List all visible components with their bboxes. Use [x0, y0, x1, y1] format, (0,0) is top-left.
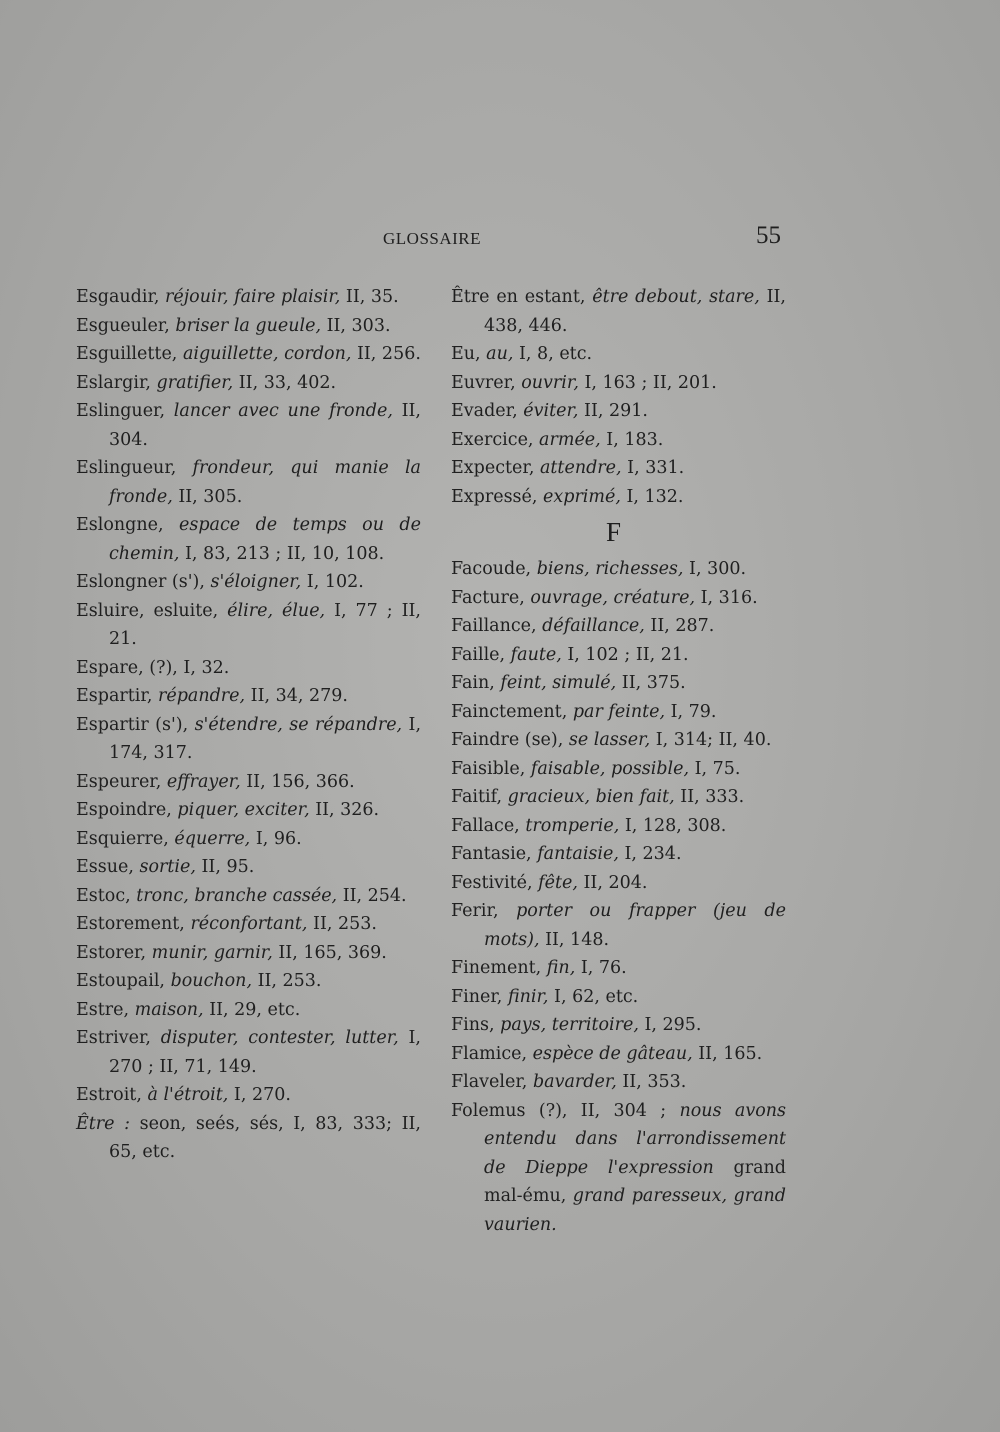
- headword: Estroit,: [76, 1085, 142, 1105]
- glossary-entry: [76, 654, 421, 683]
- definition: Être :: [76, 1113, 131, 1134]
- headword: Expecter,: [451, 458, 535, 478]
- reference: I, 270 ; II, 71, 149.: [109, 1028, 421, 1077]
- definition: faisable, possible,: [525, 758, 690, 779]
- reference: I, 128, 308.: [619, 815, 727, 836]
- headword: Eslinguer,: [76, 401, 166, 421]
- glossary-entry: [451, 698, 786, 727]
- definition: défaillance,: [536, 616, 645, 636]
- reference: II, 326.: [309, 800, 380, 820]
- headword: Facture,: [451, 587, 525, 608]
- headword: Esguillette,: [76, 344, 178, 364]
- headword: Finement,: [451, 958, 542, 978]
- definition: gracieux, bien fait,: [502, 787, 675, 807]
- glossary-entry: [76, 967, 421, 996]
- definition: s'éloigner,: [204, 572, 302, 592]
- glossary-entry: [451, 812, 786, 841]
- reference: I, 8, etc.: [513, 344, 593, 364]
- definition: nous avons entendu dans l'arrondissement de Dieppe l'expression: [484, 1100, 786, 1178]
- headword: Eslongner (s'),: [76, 572, 205, 592]
- reference: II, 304.: [109, 401, 421, 450]
- definition: lancer avec une fronde,: [165, 401, 393, 421]
- glossary-entry: [76, 568, 421, 597]
- glossary-entry: [76, 825, 421, 854]
- reference: II, 291.: [578, 401, 648, 421]
- reference: I, 102 ; II, 21.: [561, 644, 689, 665]
- headword: Espartir (s'),: [76, 714, 189, 735]
- headword: Faitif,: [451, 787, 503, 807]
- definition: être debout, stare,: [585, 287, 760, 307]
- definition: tronc, branche cassée,: [130, 885, 338, 906]
- glossary-column-left: [76, 283, 421, 1167]
- headword: Esgaudir,: [76, 287, 160, 307]
- glossary-entry: [451, 340, 786, 369]
- headword: Ferir,: [451, 901, 499, 921]
- glossary-entry: [76, 996, 421, 1025]
- definition: feint, simulé,: [494, 673, 617, 693]
- reference: I, 314; II, 40.: [650, 730, 772, 750]
- glossary-entry: [451, 584, 786, 613]
- definition: munir, garnir,: [146, 942, 273, 963]
- reference: II, 156, 366.: [240, 771, 355, 792]
- glossary-entry: [76, 882, 421, 911]
- definition: réjouir, faire plaisir,: [159, 287, 341, 307]
- glossary-entry: [76, 340, 421, 369]
- headword: Folemus: [451, 1100, 526, 1121]
- reference: (?), II, 304 ;: [525, 1100, 667, 1121]
- glossary-entry: [451, 641, 786, 670]
- reference: II, 148.: [539, 929, 610, 950]
- definition: exprimé,: [537, 486, 621, 507]
- reference: II, 33, 402.: [233, 372, 337, 393]
- headword: Estorer,: [76, 942, 147, 963]
- headword: Flaveler,: [451, 1072, 528, 1092]
- definition: armée,: [533, 429, 601, 450]
- headword: Eslingueur,: [76, 458, 177, 478]
- reference: II, 287.: [644, 616, 715, 636]
- glossary-entry: [76, 1110, 421, 1167]
- glossary-entry: [451, 783, 786, 812]
- glossary-entry: [451, 397, 786, 426]
- headword: Faillance,: [451, 616, 537, 636]
- glossary-entry: [451, 840, 786, 869]
- definition: effrayer,: [161, 771, 241, 792]
- glossary-entry: [76, 312, 421, 341]
- reference: I, 295.: [638, 1015, 702, 1035]
- definition: éviter,: [517, 401, 579, 421]
- definition: disputer, contester, lutter,: [151, 1028, 399, 1048]
- headword: Exercice,: [451, 429, 534, 450]
- definition: pays, territoire,: [494, 1015, 639, 1035]
- headword: Faille,: [451, 644, 506, 665]
- definition: frondeur, qui manie la fronde,: [109, 458, 421, 507]
- definition: piquer, exciter,: [171, 800, 310, 820]
- definition: par feinte,: [567, 701, 666, 722]
- headword: Faindre (se),: [451, 730, 564, 750]
- reference: II, 303.: [321, 315, 391, 336]
- headword: Eslargir,: [76, 372, 151, 393]
- reference: (?), I, 32.: [143, 657, 230, 678]
- glossary-entry: [451, 369, 786, 398]
- headword: Fins,: [451, 1015, 495, 1035]
- reference: I, 83, 213 ; II, 10, 108.: [179, 543, 385, 564]
- glossary-entry: [76, 682, 421, 711]
- definition: se lasser,: [563, 730, 651, 750]
- reference: I, 79.: [665, 701, 717, 722]
- reference: II, 353.: [616, 1072, 687, 1092]
- reference: I, 132.: [620, 486, 684, 507]
- definition: espèce de gâteau,: [527, 1043, 693, 1064]
- definition: gratifier,: [150, 372, 234, 393]
- reference: II, 438, 446.: [484, 287, 786, 336]
- headword: Fainctement,: [451, 701, 568, 722]
- glossary-entry: [76, 597, 421, 654]
- reference: I, 183.: [600, 429, 664, 450]
- glossary-entry: [76, 768, 421, 797]
- glossary-entry: [76, 369, 421, 398]
- glossary-entry: [451, 1097, 786, 1240]
- glossary-entry: [76, 511, 421, 568]
- reference: seon, seés, sés, I, 83, 333; II, 65, etc.: [109, 1113, 421, 1162]
- headword: Eu,: [451, 344, 481, 364]
- headword: Fallace,: [451, 815, 520, 836]
- reference: I, 331.: [621, 458, 685, 478]
- definition: finir,: [502, 986, 549, 1007]
- headword: Être en estant,: [451, 287, 586, 307]
- definition: à l'étroit,: [141, 1085, 229, 1105]
- definition: briser la gueule,: [169, 315, 322, 336]
- glossary-entry: [451, 983, 786, 1012]
- headword: Faisible,: [451, 758, 526, 779]
- headword: Esquierre,: [76, 828, 169, 849]
- glossary-entry: [76, 1024, 421, 1081]
- reference: I, 174, 317.: [109, 714, 422, 763]
- headword: Expressé,: [451, 486, 538, 507]
- definition: tromperie,: [519, 815, 620, 836]
- definition: biens, richesses,: [531, 559, 684, 579]
- reference: I, 234.: [618, 844, 682, 864]
- definition: répandre,: [152, 686, 246, 706]
- reference: I, 270.: [228, 1085, 291, 1105]
- definition: bouchon,: [165, 971, 253, 991]
- headword: Euvrer,: [451, 372, 516, 393]
- reference: I, 163 ; II, 201.: [578, 372, 717, 393]
- page-number: 55: [756, 222, 781, 249]
- reference: II, 35.: [340, 287, 399, 307]
- reference: II, 333.: [674, 787, 745, 807]
- reference: II, 95.: [195, 857, 255, 877]
- glossary-entry: [76, 283, 421, 312]
- glossary-entry: [451, 426, 786, 455]
- definition: porter ou frapper (jeu de mots),: [484, 901, 786, 950]
- headword: Estriver,: [76, 1028, 151, 1048]
- definition: bavarder,: [527, 1072, 617, 1092]
- glossary-entry: [451, 897, 786, 954]
- glossary-entry: [451, 483, 786, 512]
- glossary-entry: [451, 726, 786, 755]
- glossary-entry: [451, 869, 786, 898]
- definition: maison,: [129, 999, 204, 1020]
- glossary-entry: [451, 1011, 786, 1040]
- reference: II, 165.: [692, 1043, 763, 1064]
- glossary-entry: [76, 939, 421, 968]
- headword: Esgueuler,: [76, 315, 170, 336]
- definition: fin,: [541, 958, 576, 978]
- headword: Estoupail,: [76, 971, 165, 991]
- definition: attendre,: [534, 458, 622, 478]
- definition: équerre,: [168, 828, 251, 849]
- glossary-entry: [451, 555, 786, 584]
- headword: Fain,: [451, 673, 495, 693]
- glossary-entry: [76, 796, 421, 825]
- reference: II, 204.: [577, 872, 648, 893]
- glossary-entry: [451, 283, 786, 340]
- definition: fête,: [532, 872, 578, 893]
- headword: Evader,: [451, 401, 518, 421]
- glossary-entry: [451, 1040, 786, 1069]
- section-letter: F: [605, 517, 622, 547]
- reference: I, 316.: [695, 587, 758, 608]
- reference: I, 96.: [250, 828, 302, 849]
- glossary-entry: [76, 711, 421, 768]
- headword: Espare,: [76, 657, 144, 678]
- definition: réconfortant,: [184, 914, 308, 934]
- reference: II, 165, 369.: [272, 942, 387, 963]
- glossary-entry: [451, 1068, 786, 1097]
- headword: Espeurer,: [76, 771, 162, 792]
- reference: I, 76.: [575, 958, 627, 978]
- glossary-entry: [76, 910, 421, 939]
- reference: I, 102.: [301, 572, 364, 592]
- reference: II, 253.: [252, 971, 322, 991]
- headword: Espartir,: [76, 686, 153, 706]
- glossary-entry: [451, 755, 786, 784]
- definition: au,: [480, 344, 514, 364]
- reference: II, 29, etc.: [203, 999, 301, 1020]
- headword: Facoude,: [451, 559, 532, 579]
- reference: II, 254.: [337, 885, 407, 906]
- definition: faute,: [505, 644, 562, 665]
- glossary-entry: [76, 454, 421, 511]
- headword: Espoindre,: [76, 800, 172, 820]
- headword: Festivité,: [451, 872, 533, 893]
- reference: I, 62, etc.: [548, 986, 639, 1007]
- definition: sortie,: [133, 857, 196, 877]
- headword: Finer,: [451, 986, 503, 1007]
- reference: II, 305.: [172, 486, 243, 507]
- reference: II, 253.: [307, 914, 377, 934]
- definition: fantaisie,: [531, 844, 619, 864]
- definition: aiguillette, cordon,: [177, 344, 352, 364]
- headword: Flamice,: [451, 1043, 528, 1064]
- reference: I, 75.: [689, 758, 741, 779]
- definition: grand paresseux, grand vaurien.: [484, 1186, 786, 1235]
- headword: Fantasie,: [451, 844, 532, 864]
- reference: II, 375.: [616, 673, 686, 693]
- glossary-entry: [451, 954, 786, 983]
- headword: Essue,: [76, 857, 134, 877]
- reference: grand mal-ému,: [484, 1157, 786, 1206]
- glossary-column-right: [451, 283, 786, 1239]
- headword: Eslongne,: [76, 515, 164, 535]
- definition: ouvrir,: [515, 372, 579, 393]
- headword: Esluire, esluite,: [76, 600, 219, 621]
- definition: élire, élue,: [218, 600, 326, 621]
- definition: ouvrage, créature,: [524, 587, 696, 608]
- definition: espace de temps ou de chemin,: [109, 515, 421, 564]
- reference: I, 77 ; II, 21.: [109, 600, 421, 649]
- headword: Estorement,: [76, 914, 185, 934]
- glossary-entry: [76, 397, 421, 454]
- glossary-entry: [451, 454, 786, 483]
- definition: s'étendre, se répandre,: [188, 714, 403, 735]
- glossary-entry: [451, 669, 786, 698]
- glossary-entry: [76, 1081, 421, 1110]
- reference: II, 34, 279.: [245, 686, 348, 706]
- glossary-entry: [76, 853, 421, 882]
- reference: I, 300.: [683, 559, 747, 579]
- running-header: GLOSSAIRE: [383, 229, 482, 248]
- glossary-entry: [451, 612, 786, 641]
- headword: Estre,: [76, 999, 130, 1020]
- reference: II, 256.: [351, 344, 421, 364]
- headword: Estoc,: [76, 885, 131, 906]
